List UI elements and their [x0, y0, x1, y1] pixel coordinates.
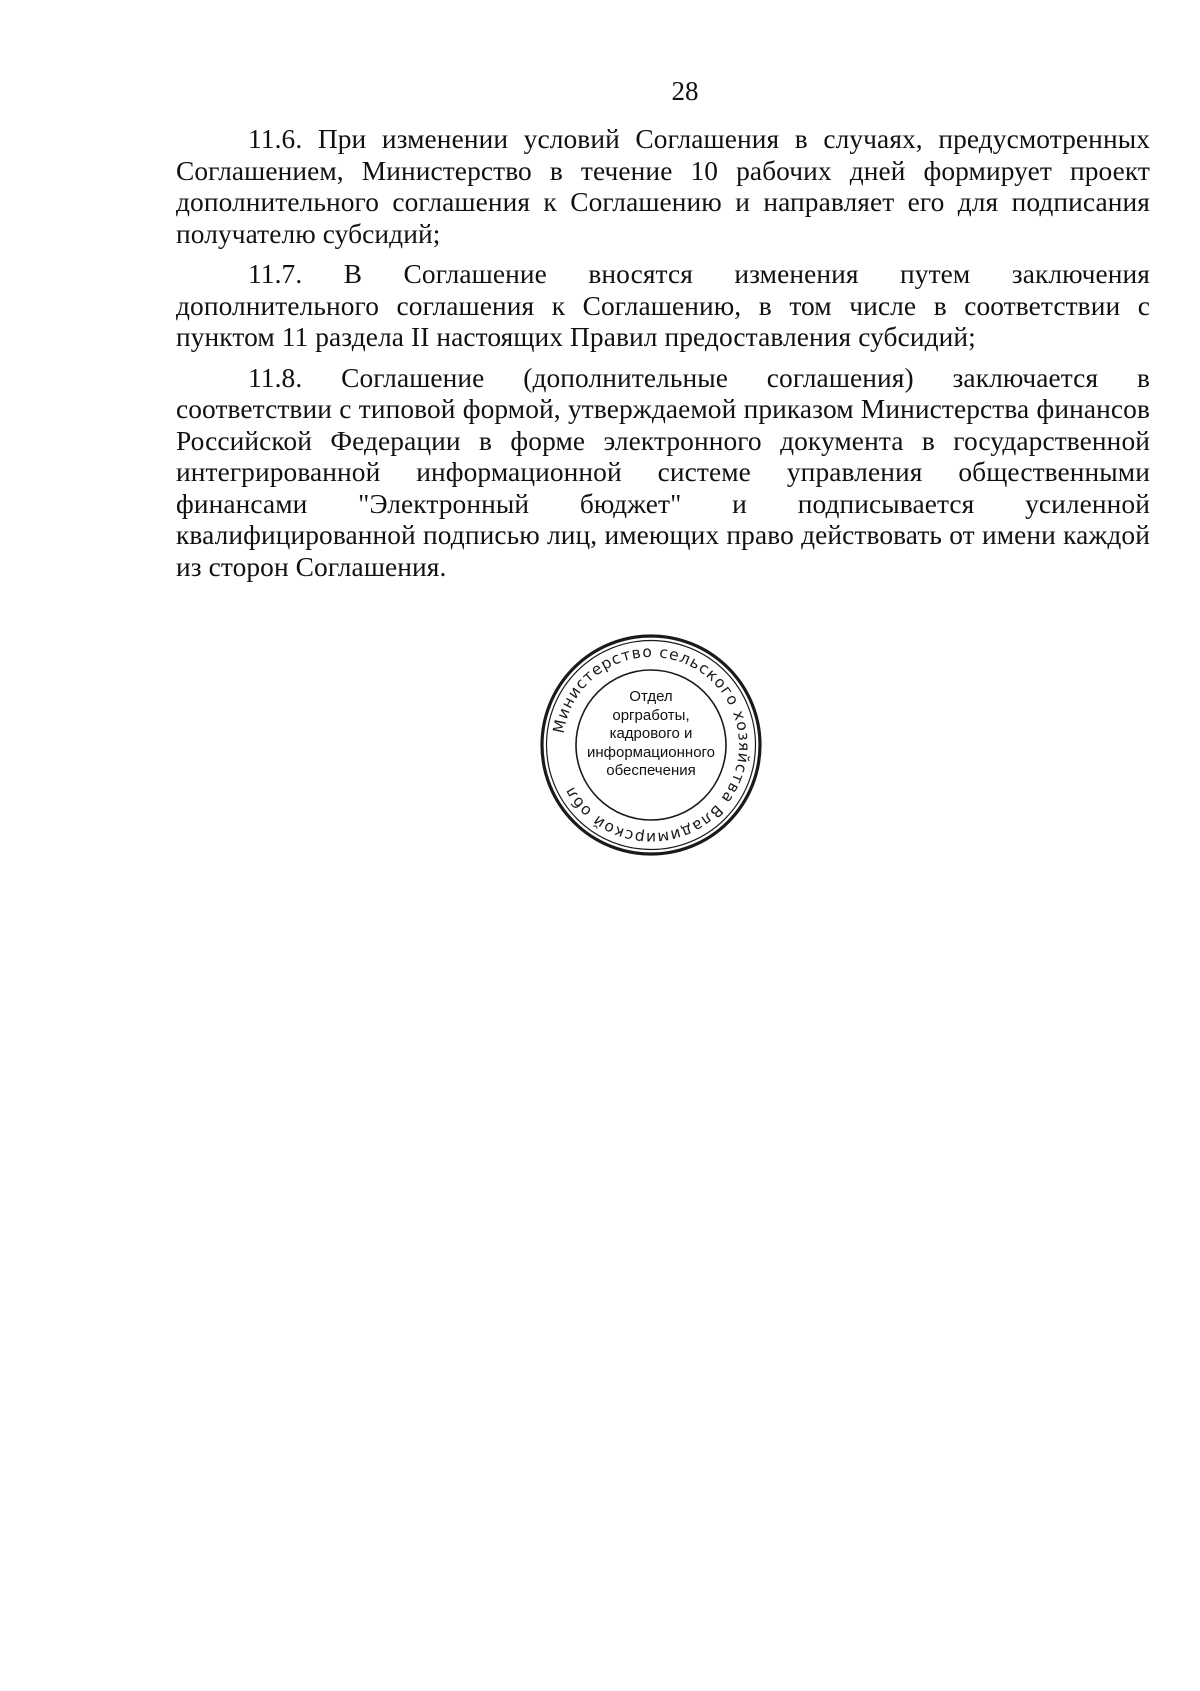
document-body [176, 124, 1150, 592]
stamp-center-line: информационного [586, 743, 716, 761]
stamp-ring-text: Министерство сельского хозяйства Владимирской обл [549, 642, 754, 848]
stamp-center-line: обеспечения [606, 762, 696, 779]
paragraph-11-7: 11.7. В Соглашение вносятся изменения путем заключения дополнительного соглашения к Соглашению, в том числе в соответствии с пунктом 11 раздела II настоящих Правил предоставления субсидий; [176, 259, 1150, 352]
stamp-center-text [576, 688, 726, 781]
stamp-center-line: кадрового и [609, 725, 693, 742]
page-number: 28 [671, 76, 699, 106]
paragraph-11-8: 11.8. Соглашение (дополнительные соглашения) заключается в соответствии с типовой формой, утверждаемой приказом Министерства финансов Российской Федерации в форме электронного документа в государственной интегрированной информационной системе управления общественными финансами "Электронный бюджет" и подписывается усиленной квалифицированной подписью лиц, имеющих право действовать от имени каждой из сторон Соглашения. [176, 362, 1150, 582]
official-stamp [536, 630, 766, 860]
stamp-center-line: оргработы, [612, 706, 690, 724]
stamp-center-line: Отдел [629, 688, 673, 705]
paragraph-11-6: 11.6. При изменении условий Соглашения в случаях, предусмотренных Соглашением, Министерство в течение 10 рабочих дней формирует проект дополнительного соглашения к Соглашению и направляет его для подписания получателю субсидий; [176, 124, 1150, 249]
